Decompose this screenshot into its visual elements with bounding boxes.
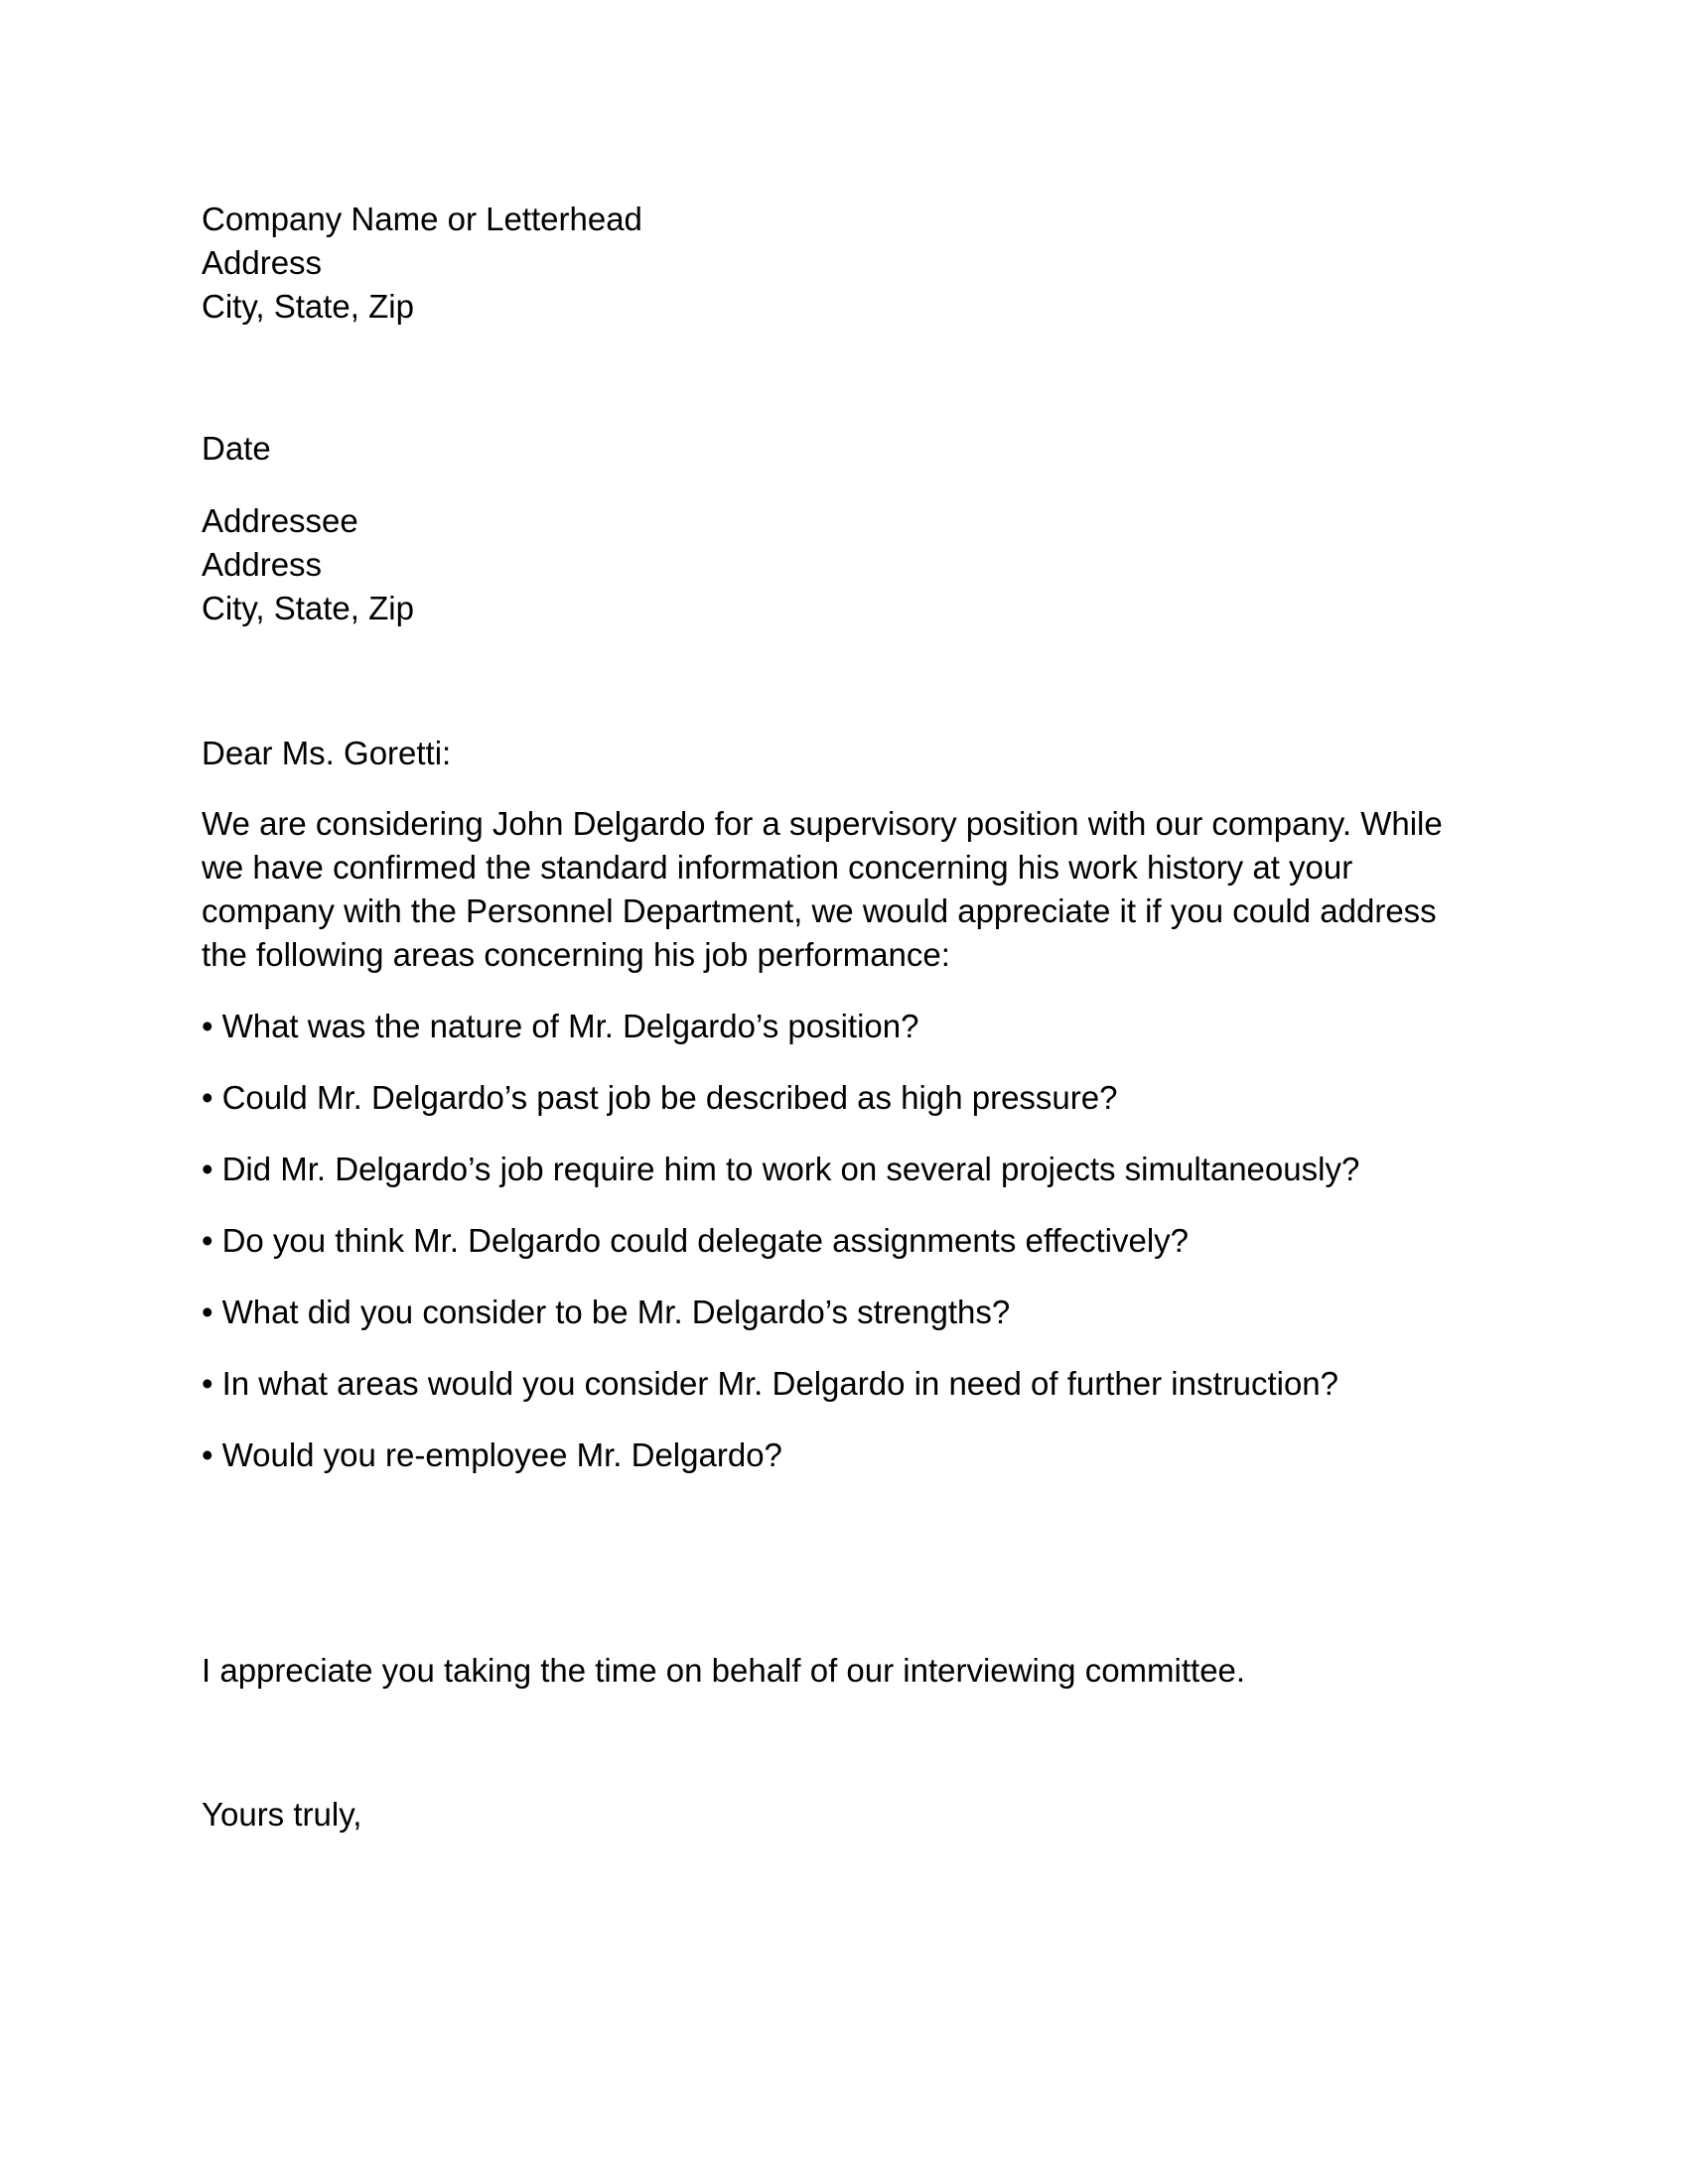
intro-paragraph: We are considering John Delgardo for a supervisory position with our company. While we have confirmed the standard information concerning his work history at your company with the Personnel Department, we would appreciate it if you could address the following areas concerning his job performance: xyxy=(202,805,1443,973)
question-text: Do you think Mr. Delgardo could delegate assignments effectively? xyxy=(221,1222,1189,1259)
bullet-icon: • xyxy=(202,1294,213,1330)
question-text: In what areas would you consider Mr. Delgardo in need of further instruction? xyxy=(221,1365,1339,1402)
question-text: Would you re-employee Mr. Delgardo? xyxy=(221,1436,782,1473)
closing-paragraph: I appreciate you taking the time on behalf of our interviewing committee. xyxy=(202,1652,1246,1689)
sender-address-line: Address xyxy=(202,244,323,281)
recipient-address-line: Address xyxy=(202,546,323,583)
recipient-city-state-zip-line: City, State, Zip xyxy=(202,590,414,626)
question-item xyxy=(202,1433,1482,1477)
sender-company-line: Company Name or Letterhead xyxy=(202,201,642,237)
question-item xyxy=(202,1219,1482,1263)
sender-block xyxy=(202,198,1482,329)
date-line: Date xyxy=(202,430,271,467)
question-item xyxy=(202,1076,1482,1120)
bullet-icon: • xyxy=(202,1365,213,1402)
question-item xyxy=(202,1291,1482,1334)
sign-off: Yours truly, xyxy=(202,1796,362,1833)
recipient-block xyxy=(202,499,1482,630)
question-text: What was the nature of Mr. Delgardo’s position? xyxy=(221,1008,919,1044)
question-text: Could Mr. Delgardo’s past job be described as high pressure? xyxy=(221,1079,1118,1116)
bullet-icon: • xyxy=(202,1079,213,1116)
salutation: Dear Ms. Goretti: xyxy=(202,735,452,771)
question-text: Did Mr. Delgardo’s job require him to work on several projects simultaneously? xyxy=(221,1151,1360,1187)
sender-city-state-zip-line: City, State, Zip xyxy=(202,288,414,325)
question-item xyxy=(202,1005,1482,1048)
question-text: What did you consider to be Mr. Delgardo’s strengths? xyxy=(221,1294,1011,1330)
recipient-addressee-line: Addressee xyxy=(202,502,358,539)
letter-body xyxy=(202,198,1482,1837)
question-item xyxy=(202,1362,1482,1406)
bullet-icon: • xyxy=(202,1222,213,1259)
bullet-icon: • xyxy=(202,1151,213,1187)
bullet-icon: • xyxy=(202,1008,213,1044)
bullet-icon: • xyxy=(202,1436,213,1473)
question-item xyxy=(202,1148,1482,1191)
